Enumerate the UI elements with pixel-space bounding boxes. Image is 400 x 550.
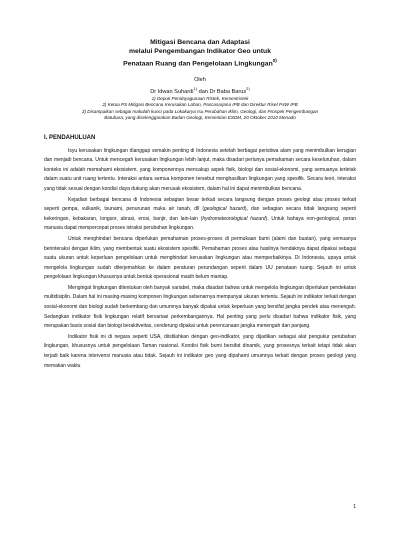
author-line — [44, 85, 356, 96]
paper-title — [44, 38, 356, 68]
byline-oleh: Oleh — [194, 77, 206, 84]
author-b-mark: 2) — [246, 85, 250, 91]
paragraph-2-part-a: Kejadian berbagai bencana di Indonesia sebagian besar terkait secara langsung dengan proses geologi atau proses terkait seperti gempa, vulkanik, tsunami, penurunan muka air tanah, dll ( — [44, 196, 356, 213]
affiliation-1: 1) Deputi Pendayagunaan Ristek, Kementristek — [151, 95, 249, 101]
section-heading: I. PENDAHULUAN — [44, 134, 96, 141]
title-line-3 — [44, 56, 356, 68]
affiliation-4: Batubara, yang diselenggarakan Badan Geologi, Kementian ESDM, 20 Oktober 2010 Menado — [104, 115, 296, 121]
paragraph-2 — [44, 196, 356, 234]
title-footnote-mark: 0) — [272, 58, 277, 63]
author-a: Dr Idwan Suhardi — [150, 88, 194, 95]
paragraph-1: Isyu kerusakan lingkungan dianggap semakin penting di Indonesia setelah berbagai peristiwa alam yang menimbulkan kerugian dan menjadi bencana. Untuk mencegah kerusakan lingkungan lebih lanjut, maka disadari perlunya pemahaman secara keseluruhan, dalam konteks ini adalah memahami ekosistem, yang komponennya mencakup aspek fisik, biologi dan sosial-ekonomi, yang semuanya terletak dalam suatu unit ruang tertentu. Interaksi antara semua komponen tersebut menghasilkan lingkungan yang spesifik. Secara teori, interaksi yang tidak sesuai dengan kondisi daya dukung akan merusak ekosistem, dalam hal ini dapat menimbulkan bencana. — [44, 147, 356, 192]
author-a-mark: 1) — [193, 85, 198, 91]
title-line-1: Mitigasi Bencana dan Adaptasi — [150, 39, 250, 46]
paragraph-3: Untuk menghindari bencana diperlukan pemahaman proses-proses di permukaan bumi (alami dan buatan), yang semuanya berinteraksi dengan iklim, yang membentuk suatu ekosistem spesifik. Pemahaman proses atau hasilnya hendaknya dapat dipakai sebagai suatu ukuran untuk keperluan pengelolaan untuk menghindari kerusakan lingkungan atau memperbaikinya. Di Indonesia, upaya untuk mengelola lingkungan sudah diterjemahkan ke dalam peraturan perundangan seperti dalam UU penataan ruang. Sejauh ini untuk pengelolaan lingkungan khususnya untuk bentuk operasional masih belum mantap. — [44, 235, 356, 281]
paragraph-5: Indikator fisik ini di negara seperti USA, diistilahkan dengan geo-indikator, yang dijadikan sebagai alat pengukur perubahan lingkungan, khususnya untuk pengelolaan Taman nasional. Kondisi fisik bumi bersifat dinamik, yang prosesnya terkait tetapi tidak akan terjadi baik karena intervensi manusia atau tidak. Sejauh ini indikator geo yang dipahami umumnya terkait dengan proses geologi yang memakan waktu — [44, 333, 356, 369]
paragraph-4: Mengingat lingkungan ditentukan oleh banyak variabel, maka disadari bahwa untuk mengelola lingkungan diperlukan pendekatan multidisiplin. Dalam hal ini masing-masing komponen lingkungan sebenarnya mempunyai ukuran tertentu. Sejauh ini indikator terkait dengan sosial-ekonomi dan biologi sudah berkembang dan umumnya banyak dipakai untuk keperluan yang bersifat jangka pendek atau menengah. Sedangkan indikator fisik lingkungan relatif bervariasi perkembangannya. Hal penting yang perlu disadari bahwa indikator fisik, yang merupakan basis sosial dan biologi berakitveitas, cenderung dipakai untuk perencanaan jangka menengah dan panjang. — [44, 284, 356, 330]
paragraph-2-part-c: ). Untuk bahaya non-geological, peran manusia dapat mempercepat proses istraksi perubahan lingkungan. — [44, 215, 356, 232]
term-geological-hazard: geological hazard — [204, 206, 245, 213]
term-hydrometeorological-hazard: hydrometeorological hazard — [202, 215, 266, 222]
byline — [44, 77, 356, 96]
title-line-3-text: Penataan Ruang dan Pengelolaan Lingkungan — [123, 60, 273, 68]
paragraph-2-part-b: ), dan sebagian secara tidak langsung seperti kekeringan, kebakaran, longsor, abrasi, erosi, banjir, dan lain-lain ( — [44, 206, 356, 222]
affiliation-3: 3) Disampaikan sebagai makalah kunci pada Lokakarya Isu Perubahan Iklim, Geologi, dan Prospek Pengembangan — [81, 108, 319, 114]
affiliation-2: 2) Ketua PS Mitigasi Bencana Kerusakan Lahan, Pascasarjana IPB dan Direktur Riset P4W IPB — [102, 102, 298, 108]
title-line-2: melalui Pengembangan Indikator Geo untuk — [128, 48, 271, 55]
page-number: 1 — [353, 504, 356, 510]
affiliations — [44, 96, 356, 122]
author-b: dan Dr Baba Barus — [197, 88, 247, 95]
